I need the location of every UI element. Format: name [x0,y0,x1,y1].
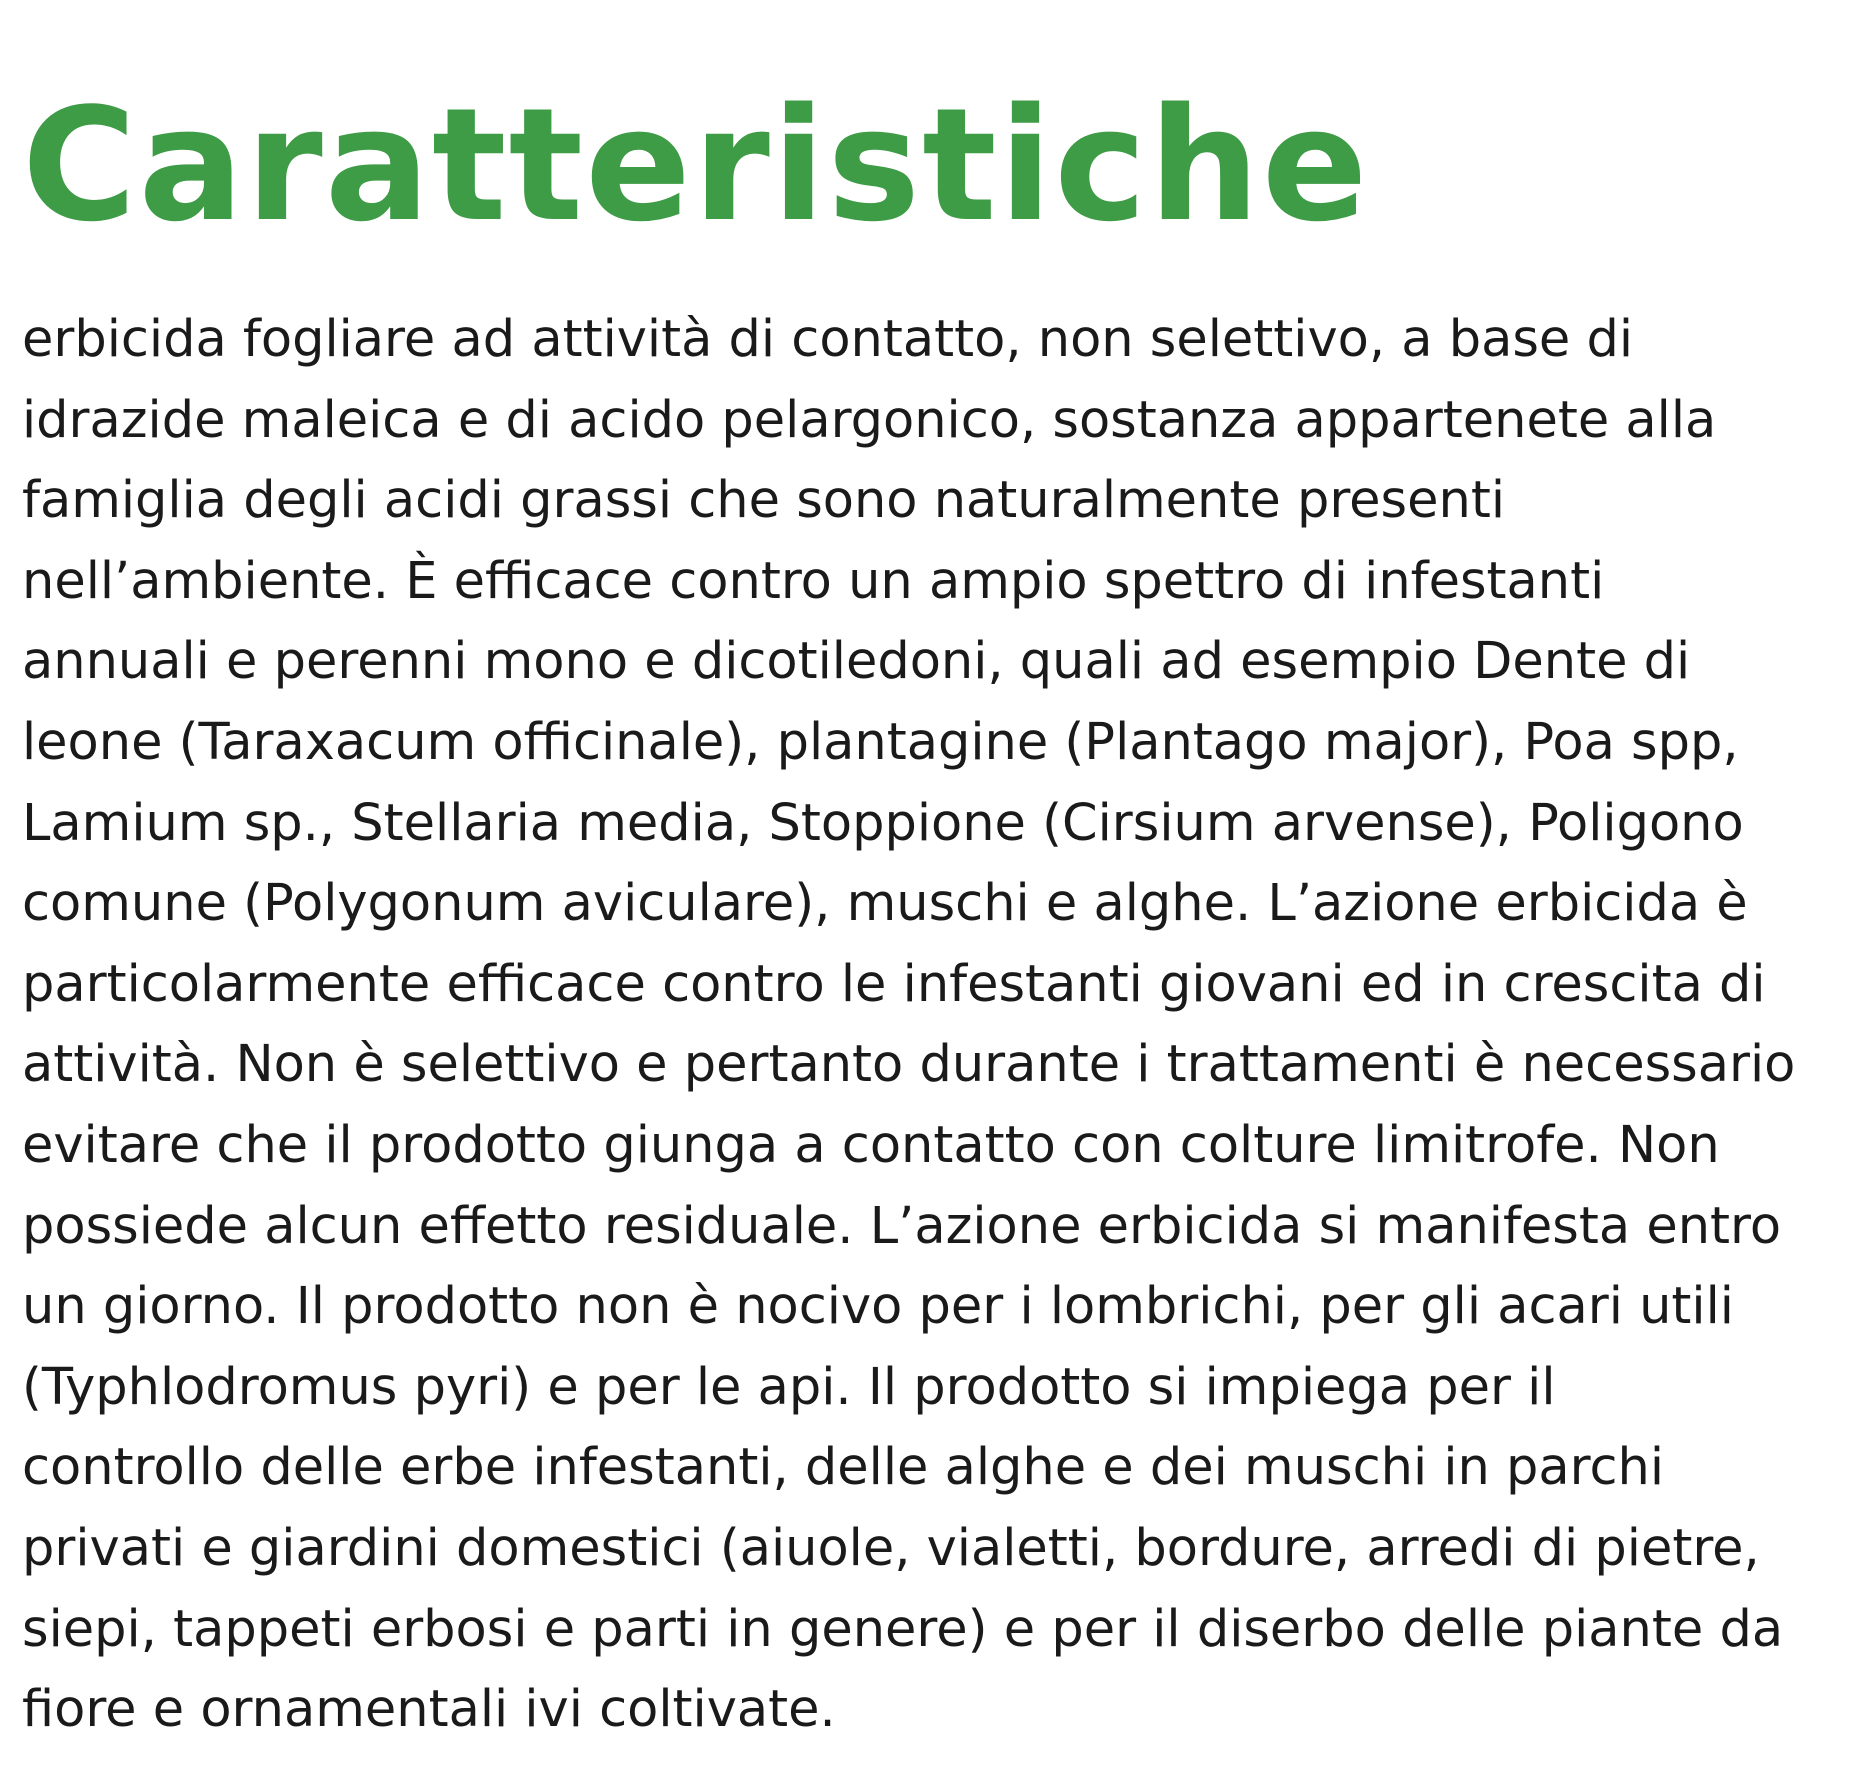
paragraph-line: annuali e perenni mono e dicotiledoni, quali ad esempio Dente di [22,632,1691,692]
paragraph-line: evitare che il prodotto giunga a contatto con colture limitrofe. Non [22,1115,1720,1175]
paragraph-line: fiore e ornamentali ivi coltivate. [22,1680,836,1740]
paragraph-line: nell’ambiente. È efficace contro un ampio spettro di infestanti [22,551,1605,611]
paragraph-line: particolarmente efficace contro le infestanti giovani ed in crescita di [22,954,1766,1014]
paragraph-line: possiede alcun effetto residuale. L’azione erbicida si manifesta entro [22,1196,1782,1256]
paragraph-line: idrazide maleica e di acido pelargonico, sostanza appartenete alla [22,390,1717,450]
paragraph-line: controllo delle erbe infestanti, delle alghe e dei muschi in parchi [22,1438,1665,1498]
paragraph-line: erbicida fogliare ad attività di contatto, non selettivo, a base di [22,310,1634,369]
paragraph-line: famiglia degli acidi grassi che sono naturalmente presenti [22,471,1505,531]
paragraph-line: (Typhlodromus pyri) e per le api. Il prodotto si impiega per il [22,1357,1556,1417]
paragraph-line: comune (Polygonum aviculare), muschi e alghe. L’azione erbicida è [22,874,1748,934]
description-paragraph [22,300,1842,1751]
paragraph-line: siepi, tappeti erbosi e parti in genere) e per il diserbo delle piante da [22,1599,1784,1659]
paragraph-line: Lamium sp., Stellaria media, Stoppione (Cirsium arvense), Poligono [22,793,1744,853]
paragraph-line: attività. Non è selettivo e pertanto durante i trattamenti è necessario [22,1035,1796,1095]
paragraph-line: un giorno. Il prodotto non è nocivo per i lombrichi, per gli acari utili [22,1277,1734,1337]
section-title: Caratteristiche [22,74,1370,256]
paragraph-line: leone (Taraxacum officinale), plantagine (Plantago major), Poa spp, [22,712,1739,772]
document-page [22,0,1842,1751]
paragraph-line: privati e giardini domestici (aiuole, vialetti, bordure, arredi di pietre, [22,1518,1760,1578]
